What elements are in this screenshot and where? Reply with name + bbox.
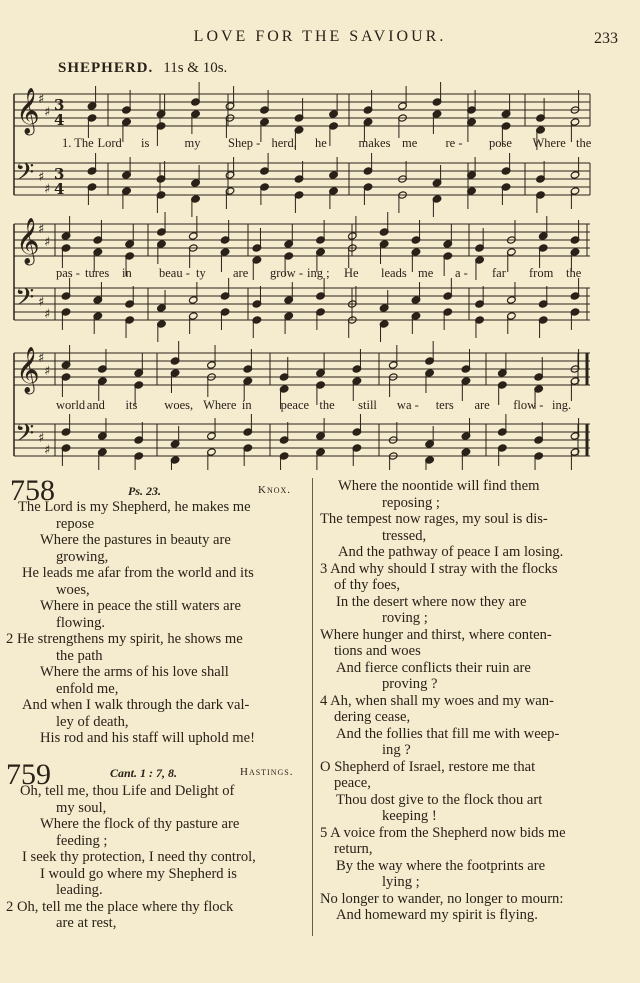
lyric-syllable: pas - <box>56 266 80 280</box>
hymn-line: 3 And why should I stray with the flocks <box>320 560 558 577</box>
sharp-icon: ♯ <box>44 443 51 458</box>
lyric-syllable: me <box>418 266 434 280</box>
lyric-syllable: He <box>344 266 359 280</box>
time-signature: 3 <box>54 96 65 114</box>
lyric-syllable: ing ; <box>307 266 330 280</box>
lyric-syllable: re - <box>445 136 463 150</box>
lyric-syllable: 1. The <box>62 136 94 150</box>
hymn-line: Where the flock of thy pasture are <box>40 816 240 832</box>
lyric-syllable: leads <box>381 266 407 280</box>
hymn-line: 2 Oh, tell me the place where thy flock <box>6 898 234 915</box>
hymn-line: Where the arms of his love shall <box>40 664 229 680</box>
hymn-line: ing ? <box>382 742 411 758</box>
hymn-line: Where hunger and thirst, where conten- <box>320 626 552 643</box>
hymn-line: tressed, <box>382 527 427 544</box>
lyric-syllable: the <box>566 266 582 280</box>
hymn-line: roving ; <box>382 610 428 626</box>
hymn-line: And when I walk through the dark val- <box>22 697 250 713</box>
lyric-syllable: flow - <box>513 398 544 412</box>
lyric-syllable: a - <box>455 266 468 280</box>
time-signature: 4 <box>54 111 65 129</box>
hymn-line: In the desert where now they are <box>336 593 527 610</box>
hymn-line: feeding ; <box>56 832 108 849</box>
lyric-syllable: he <box>315 136 327 150</box>
hymn-line: His rod and his staff will uphold me! <box>40 730 255 746</box>
hymn-line: reposing ; <box>382 494 440 511</box>
hymn-line: proving ? <box>382 676 438 692</box>
hymn-758-text <box>0 499 310 747</box>
scripture-reference: Ps. 23. <box>128 484 161 498</box>
hymn-line: return, <box>334 841 373 857</box>
sharp-icon: ♯ <box>38 295 45 310</box>
lyric-syllable: far <box>492 266 506 280</box>
tune-meter: 11s & 10s. <box>163 60 228 76</box>
lyric-syllable: Where <box>532 136 566 150</box>
hymn-line: flowing. <box>56 614 106 631</box>
lyric-syllable: world <box>56 398 86 412</box>
column-divider <box>312 478 313 936</box>
hymn-line: Where the pastures in beauty are <box>40 532 231 548</box>
bass-clef-icon: 𝄢 <box>15 419 35 454</box>
lyric-syllable: Where <box>203 398 237 412</box>
hymn-line: dering cease, <box>334 709 411 725</box>
lyric-syllable: and <box>86 398 105 412</box>
hymn-line: of thy foes, <box>334 577 401 593</box>
lyric-syllable: herd, <box>271 136 297 150</box>
lyric-syllable: are <box>474 398 490 412</box>
lyric-syllable: in <box>241 398 252 412</box>
lyric-syllable: peace <box>280 398 310 412</box>
lyric-syllable: wa - <box>396 398 419 412</box>
sharp-icon: ♯ <box>38 170 45 185</box>
lyric-syllable: Shep - <box>228 136 261 150</box>
hymn-line: 2 He strengthens my spirit, he shows me <box>6 631 243 647</box>
lyric-syllable: my <box>184 136 201 150</box>
time-signature: 4 <box>54 180 65 198</box>
bass-clef-icon: 𝄢 <box>15 158 35 193</box>
treble-clef-icon: 𝄞 <box>16 347 40 393</box>
lyric-syllable: ing. <box>552 398 572 412</box>
hymn-line: repose <box>56 515 95 532</box>
tune-name-label: Hastings. <box>240 766 294 778</box>
lyric-syllable: the <box>319 398 335 412</box>
scripture-reference: Cant. 1 : 7, 8. <box>110 766 178 780</box>
sharp-icon: ♯ <box>38 351 45 366</box>
lyric-syllable: is <box>141 136 150 150</box>
hymn-number: 759 <box>6 758 51 791</box>
sharp-icon: ♯ <box>44 105 51 120</box>
tune-name: SHEPHERD. <box>58 60 154 76</box>
hymn-line: And the pathway of peace I am losing. <box>338 544 564 560</box>
hymn-line: Oh, tell me, thou Life and Delight of <box>20 783 235 799</box>
hymn-line: I seek thy protection, I need thy control, <box>22 849 256 865</box>
sharp-icon: ♯ <box>44 182 51 197</box>
hymn-759-text <box>0 783 310 932</box>
hymn-number: 758 <box>10 474 55 507</box>
running-title: LOVE FOR THE SAVIOUR. <box>193 28 447 45</box>
sharp-icon: ♯ <box>44 364 51 379</box>
treble-clef-icon: 𝄞 <box>16 88 40 134</box>
hymn-line: The Lord is my Shepherd, he makes me <box>18 499 251 515</box>
lyric-syllable: Lord <box>97 136 122 150</box>
hymn-line: By the way where the footprints are <box>336 857 546 874</box>
hymn-line: I would go where my Shepherd is <box>40 865 237 882</box>
lyric-syllable: grow - <box>270 266 303 280</box>
sharp-icon: ♯ <box>44 307 51 322</box>
sharp-icon: ♯ <box>38 222 45 237</box>
lyric-syllable: woes, <box>164 398 194 412</box>
lyric-syllable: in <box>122 266 132 280</box>
hymn-line: No longer to wander, no longer to mourn: <box>320 890 564 907</box>
hymn-line: O Shepherd of Israel, restore me that <box>320 758 536 775</box>
lyric-syllable: its <box>125 398 138 412</box>
hymn-line: And homeward my spirit is flying. <box>336 907 538 923</box>
hymn-line: tions and woes <box>334 643 421 659</box>
lyric-syllable: pose <box>489 136 512 150</box>
lyric-syllable: makes <box>358 136 391 150</box>
lyric-syllable: the <box>576 136 592 150</box>
hymn-line: are at rest, <box>56 915 117 931</box>
hymn-line: Thou dost give to the flock thou art <box>336 791 543 808</box>
hymn-line: leading. <box>56 882 103 898</box>
hymn-line: enfold me, <box>56 680 119 697</box>
lyric-syllable: me <box>402 136 418 150</box>
hymn-line: The tempest now rages, my soul is dis- <box>320 511 548 527</box>
sharp-icon: ♯ <box>38 92 45 107</box>
lyric-syllable: tures <box>85 266 110 280</box>
hymn-line: 4 Ah, when shall my woes and my wan- <box>320 692 554 709</box>
hymn-line: lying ; <box>382 874 420 890</box>
hymn-758-continued-text <box>316 478 636 924</box>
hymn-line: And the follies that fill me with weep- <box>336 725 560 742</box>
lyric-syllable: still <box>358 398 377 412</box>
lyric-syllable: are <box>233 266 249 280</box>
bass-clef-icon: 𝄢 <box>15 283 35 318</box>
hymn-line: the path <box>56 647 103 664</box>
hymn-line: Where the noontide will find them <box>338 478 540 494</box>
hymn-line: Where in peace the still waters are <box>40 598 241 614</box>
lyric-syllable: beau - <box>159 266 190 280</box>
hymn-line: keeping ! <box>382 808 437 824</box>
hymn-line: growing, <box>56 548 109 565</box>
hymn-line: ley of death, <box>56 713 129 730</box>
lyric-syllable: ty <box>196 266 206 280</box>
hymn-line: And fierce conflicts their ruin are <box>336 659 531 676</box>
lyric-syllable: ters <box>435 398 454 412</box>
hymn-line: peace, <box>334 775 371 791</box>
time-signature: 3 <box>54 165 65 183</box>
sharp-icon: ♯ <box>44 235 51 250</box>
hymn-line: my soul, <box>56 799 107 816</box>
lyric-syllable: from <box>529 266 554 280</box>
hymn-line: He leads me afar from the world and its <box>22 565 254 581</box>
treble-clef-icon: 𝄞 <box>16 218 40 264</box>
tune-name-label: Knox. <box>258 484 292 496</box>
hymn-line: woes, <box>56 581 90 598</box>
sharp-icon: ♯ <box>38 431 45 446</box>
hymn-line: 5 A voice from the Shepherd now bids me <box>320 824 566 841</box>
page-number: 233 <box>594 30 618 47</box>
